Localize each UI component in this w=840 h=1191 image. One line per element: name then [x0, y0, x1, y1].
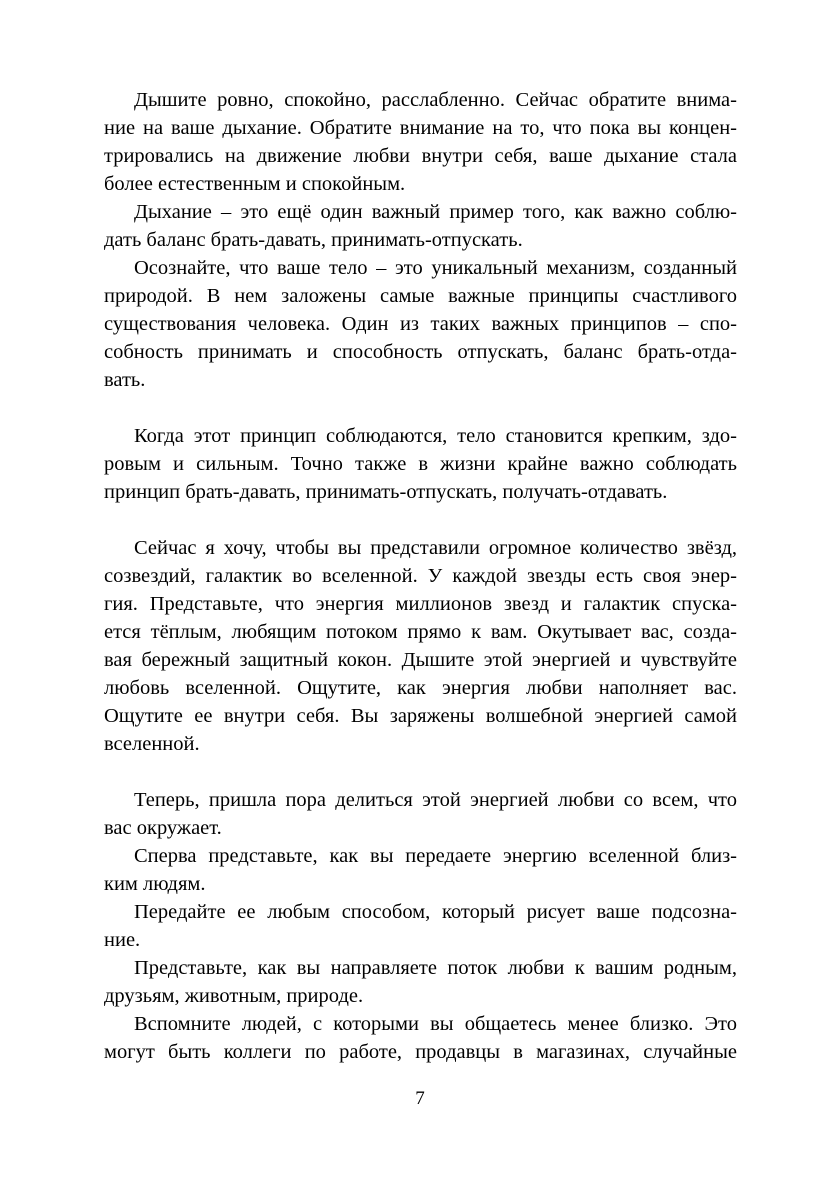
- paragraph: [104, 954, 737, 1010]
- text-line: друзьям, животным, природе.: [104, 985, 364, 1007]
- paragraph: [104, 198, 737, 254]
- page-number: 7: [415, 1088, 425, 1109]
- text-line: созвездий, галактик во вселенной. У каждой звезды есть своя энер-: [104, 565, 737, 587]
- paragraph: [104, 842, 737, 898]
- text-line: Сейчас я хочу, чтобы вы представили огромное количество звёзд,: [134, 537, 737, 559]
- text-line: природой. В нем заложены самые важные принципы счастливого: [104, 285, 737, 307]
- text-line: Когда этот принцип соблюдаются, тело становится крепким, здо-: [134, 425, 737, 447]
- text-line: ние.: [104, 929, 141, 951]
- text-line: любовь вселенной. Ощутите, как энергия любви наполняет вас.: [104, 677, 737, 699]
- text-line: Ощутите ее внутри себя. Вы заряжены волшебной энергией самой: [104, 705, 737, 727]
- text-line: более естественным и спокойным.: [104, 173, 406, 195]
- page-footer: [0, 1086, 840, 1112]
- text-line: гия. Представьте, что энергия миллионов звезд и галактик спуска-: [104, 593, 737, 615]
- text-line: Дышите ровно, спокойно, расслабленно. Сейчас обратите внима-: [134, 89, 737, 111]
- text-line: Вспомните людей, с которыми вы общаетесь менее близко. Это: [134, 1013, 737, 1035]
- text-line: Сперва представьте, как вы передаете энергию вселенной близ-: [134, 845, 737, 867]
- text-line: Передайте ее любым способом, который рисует ваше подсозна-: [134, 901, 737, 923]
- text-line: трировались на движение любви внутри себя, ваше дыхание стала: [104, 145, 737, 167]
- text-line: существования человека. Один из таких важных принципов – спо-: [104, 313, 737, 335]
- text-line: вать.: [104, 369, 146, 391]
- text-line: ние на ваше дыхание. Обратите внимание на то, что пока вы концен-: [104, 117, 737, 139]
- text-line: вселенной.: [104, 733, 200, 755]
- text-line: ким людям.: [104, 873, 206, 895]
- text-line: принцип брать-давать, принимать-отпускать, получать-отдавать.: [104, 481, 668, 503]
- text-line: Осознайте, что ваше тело – это уникальный механизм, созданный: [134, 257, 737, 279]
- text-line: Дыхание – это ещё один важный пример того, как важно соблю-: [134, 201, 737, 223]
- paragraph: [104, 898, 737, 954]
- paragraph: [104, 86, 737, 198]
- paragraph: [104, 786, 737, 842]
- text-line: вас окружает.: [104, 817, 222, 839]
- text-line: могут быть коллеги по работе, продавцы в магазинах, случайные: [104, 1041, 737, 1063]
- text-line: Теперь, пришла пора делиться этой энергией любви со всем, что: [134, 789, 737, 811]
- text-line: дать баланс брать-давать, принимать-отпускать.: [104, 229, 523, 251]
- paragraph: [104, 1010, 737, 1066]
- paragraph: [104, 422, 737, 506]
- text-line: вая бережный защитный кокон. Дышите этой энергией и чувствуйте: [104, 649, 737, 671]
- text-line: ется тёплым, любящим потоком прямо к вам. Окутывает вас, созда-: [104, 621, 737, 643]
- text-line: собность принимать и способность отпускать, баланс брать-отда-: [104, 341, 737, 363]
- body-text: [104, 86, 737, 1066]
- paragraph: [104, 534, 737, 758]
- paragraph: [104, 254, 737, 394]
- text-line: ровым и сильным. Точно также в жизни крайне важно соблюдать: [104, 453, 737, 475]
- text-line: Представьте, как вы направляете поток любви к вашим родным,: [134, 957, 737, 979]
